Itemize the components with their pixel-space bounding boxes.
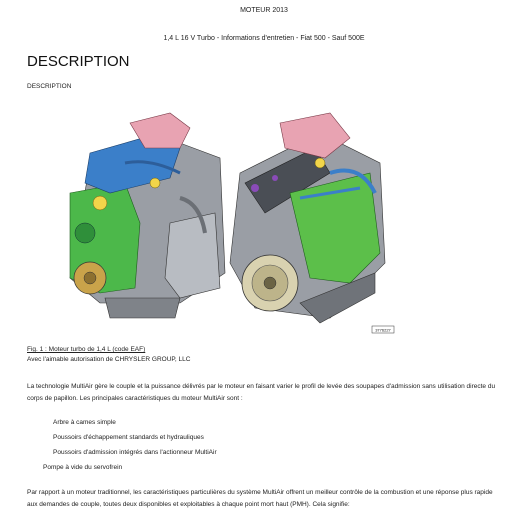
engine-left-drawing xyxy=(70,113,225,318)
feature-item: Poussoirs d'échappement standards et hydrauliques xyxy=(53,434,204,441)
feature-item: Pompe à vide du servofrein xyxy=(43,464,123,471)
intro-paragraph: La technologie MultiAir gère le couple et la puissance délivrés par le moteur en faisant varier le profil de levée des soupapes d'admission sans utilisation directe du corps de papillon. Les principales caractéristiques du moteur MultiAir sont : xyxy=(27,383,496,402)
feature-item: Arbre à cames simple xyxy=(53,419,116,426)
section-subheading: DESCRIPTION xyxy=(27,83,72,90)
document-subtitle: 1,4 L 16 V Turbo - Informations d'entretien - Fiat 500 - Sauf 500E xyxy=(163,35,365,42)
engine-illustration xyxy=(30,103,400,343)
figure-caption: Fig. 1 : Moteur turbo de 1,4 L (code EAF) xyxy=(27,346,146,353)
figure-ref-code: 3776227 xyxy=(375,327,391,333)
feature-item: Poussoirs d'admission intégrés dans l'actionneur MultiAir xyxy=(53,449,217,456)
closing-paragraph: Par rapport à un moteur traditionnel, les caractéristiques particulières du système MultiAir offrent un meilleur contrôle de la combustion et une réponse plus rapide aux demandes de couple, toutes deux disponibles et exploitables à chaque point mort haut (PMH). Cela signifie: xyxy=(27,489,493,508)
engine-right-drawing xyxy=(230,113,394,333)
figure-credit: Avec l'aimable autorisation de CHRYSLER GROUP, LLC xyxy=(27,356,191,363)
section-heading: DESCRIPTION xyxy=(27,53,130,70)
document-title: MOTEUR 2013 xyxy=(240,7,288,14)
